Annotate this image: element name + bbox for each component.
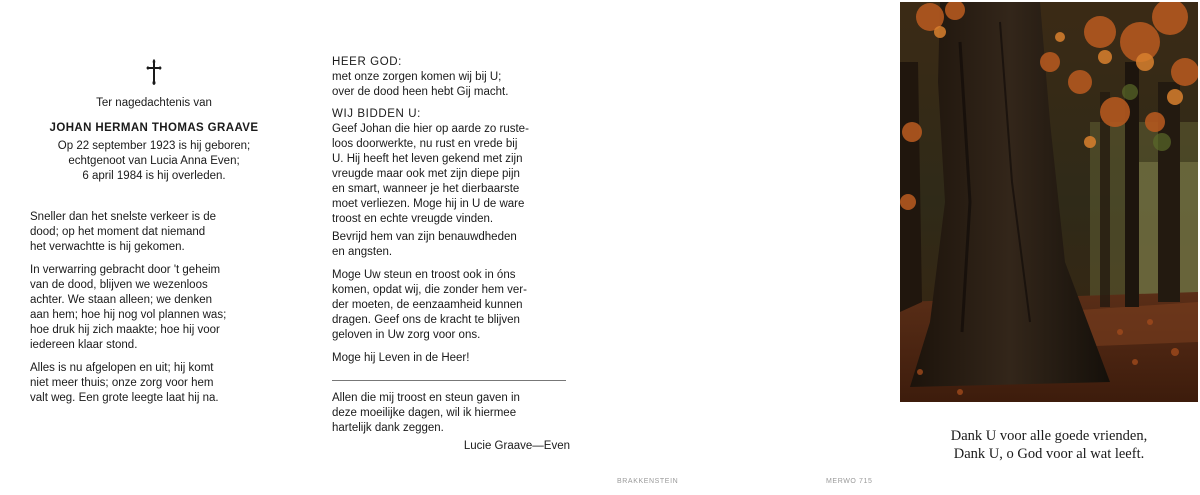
life-details	[30, 139, 278, 184]
prayer-paragraph-3	[332, 268, 570, 343]
text-line: achter. We staan alleen; we denken	[30, 294, 212, 306]
text-line: en angsten.	[332, 246, 393, 258]
text-line: Alles is nu afgelopen en uit; hij komt	[30, 362, 214, 374]
forest-photo	[900, 2, 1198, 402]
text-line: valt weg. Een grote leegte laat hij na.	[30, 392, 219, 404]
middle-panel	[332, 55, 570, 454]
text-line: In verwarring gebracht door 't geheim	[30, 264, 221, 276]
text-line: Sneller dan het snelste verkeer is de	[30, 211, 217, 223]
text-line: het verwachtte is hij gekomen.	[30, 241, 185, 253]
left-paragraph-3	[30, 361, 278, 406]
text-line: vreugde maar ook met zijn diepe pijn	[332, 168, 520, 180]
heading-heer-god: HEER GOD:	[332, 56, 402, 68]
prayer-paragraph-1	[332, 122, 570, 227]
text-line: aan hem; hoe hij nog vol plannen was;	[30, 309, 227, 321]
divider	[332, 380, 566, 381]
detail-line: 6 april 1984 is hij overleden.	[82, 170, 226, 182]
deceased-name: JOHAN HERMAN THOMAS GRAAVE	[49, 122, 259, 134]
prayer-paragraph-4	[332, 351, 570, 366]
print-code: MERWO 715	[826, 478, 873, 485]
text-line: niet meer thuis; onze zorg voor hem	[30, 377, 214, 389]
verse-line: Dank U voor alle goede vrienden,	[950, 428, 1148, 444]
text-line: Moge Uw steun en troost ook in óns	[332, 269, 516, 281]
text-line: moet verliezen. Moge hij in U de ware	[332, 198, 525, 210]
heading-wij-bidden: WIJ BIDDEN U:	[332, 108, 421, 120]
text-line: komen, opdat wij, die zonder hem ver-	[332, 284, 527, 296]
left-paragraph-2	[30, 263, 278, 353]
text-line: met onze zorgen komen wij bij U;	[332, 71, 502, 83]
text-line: loos doorwerkte, nu rust en vrede bij	[332, 138, 518, 150]
text-line: dragen. Geef ons de kracht te blijven	[332, 314, 520, 326]
left-panel	[30, 58, 278, 406]
signature: Lucie Graave—Even	[463, 440, 570, 452]
text-line: Allen die mij troost en steun gaven in	[332, 392, 520, 404]
verse-line: Dank U, o God voor al wat leeft.	[953, 446, 1145, 462]
intro-line: Ter nagedachtenis van	[96, 97, 212, 109]
right-panel	[900, 2, 1198, 472]
cross-icon	[30, 58, 278, 88]
text-line: deze moeilijke dagen, wil ik hiermee	[332, 407, 517, 419]
text-line: der moeten, de eenzaamheid kunnen	[332, 299, 523, 311]
text-line: van de dood, blijven we wezenloos	[30, 279, 208, 291]
text-line: U. Hij heeft het leven gekend met zijn	[332, 153, 523, 165]
printer-mark: BRAKKENSTEIN	[617, 478, 679, 485]
text-line: iedereen klaar stond.	[30, 339, 138, 351]
left-paragraph-1	[30, 210, 278, 255]
detail-line: Op 22 september 1923 is hij geboren;	[57, 140, 251, 152]
text-line: geloven in Uw zorg voor ons.	[332, 329, 481, 341]
thanks-paragraph	[332, 391, 570, 436]
text-line: troost en echte vreugde vinden.	[332, 213, 494, 225]
text-line: en smart, wanneer je het dierbaarste	[332, 183, 520, 195]
text-line: hartelijk dank zeggen.	[332, 422, 444, 434]
text-line: Geef Johan die hier op aarde zo ruste-	[332, 123, 529, 135]
text-line: Moge hij Leven in de Heer!	[332, 352, 470, 364]
text-line: hoe druk hij zich maakte; hoe hij voor	[30, 324, 220, 336]
text-line: over de dood heen hebt Gij macht.	[332, 86, 509, 98]
text-line: dood; op het moment dat niemand	[30, 226, 206, 238]
verse	[900, 427, 1198, 463]
detail-line: echtgenoot van Lucia Anna Even;	[68, 155, 240, 167]
text-line: Bevrijd hem van zijn benauwdheden	[332, 231, 517, 243]
prayer-paragraph-2	[332, 230, 570, 260]
